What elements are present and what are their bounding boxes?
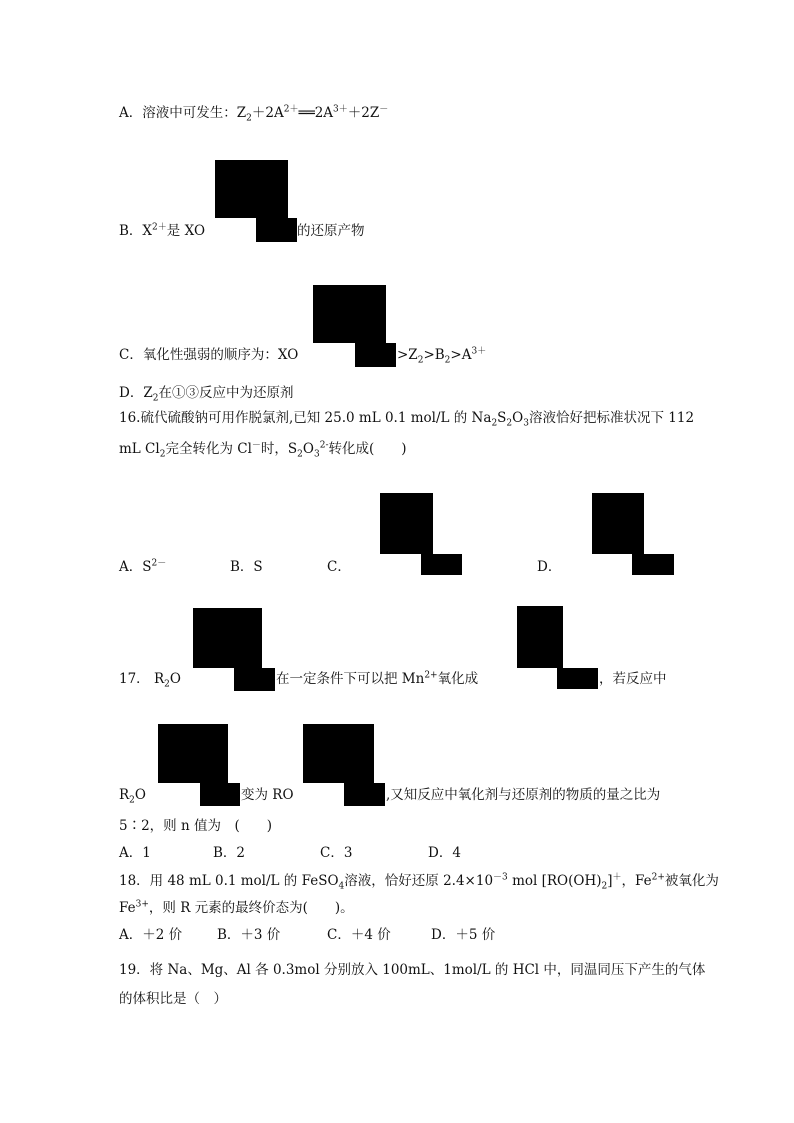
q15-option-a: A．溶液中可发生：$Z_2+2A^{2+}══2A^{3+}+2Z^-$: [119, 104, 389, 124]
redacted-formula-image: [158, 724, 228, 783]
redacted-formula-image: [592, 493, 644, 554]
redacted-formula-image: [344, 783, 385, 806]
redacted-formula-image: [355, 343, 396, 367]
q17-option-b: B．2: [213, 845, 246, 861]
q16-option-b: B．S: [230, 559, 263, 575]
redacted-formula-image: [256, 218, 297, 242]
q17-option-a: A．1: [119, 845, 151, 861]
redacted-formula-image: [380, 493, 433, 554]
redacted-formula-image: [421, 554, 462, 575]
q18-option-c: C．＋4 价: [327, 927, 391, 943]
q16-option-c: C．: [327, 559, 351, 575]
q18-option-b: B．＋3 价: [217, 927, 281, 943]
q16-option-a: A．$S^{2-}$: [119, 558, 167, 575]
q19-stem-line2: 的体积比是（ ）: [119, 991, 227, 1007]
q17-option-d: D．4: [428, 845, 461, 861]
redacted-formula-image: [632, 554, 674, 575]
q15-option-c: C．氧化性强弱的顺序为：XO: [119, 347, 299, 363]
q17-stem-line1-start: 17． $R_2O$: [119, 671, 181, 690]
q16-stem-line2: mL $Cl_2$完全转化为 Cl－时，$S_2O_3^{2-}$转化成( ): [119, 440, 407, 460]
redacted-formula-image: [303, 724, 374, 783]
q18-stem-line1: 18．用 48 mL 0.1 mol/L 的 FeSO$_4$溶液，恰好还原 $2.4\times 10^{-3}$ mol $[RO(OH)_2]^+$，$Fe^{2+}$被氧化为: [119, 872, 719, 892]
q17-stem-line1-mid: 在一定条件下可以把 $Mn^{2+}$氧化成: [276, 670, 479, 687]
redacted-formula-image: [193, 608, 262, 668]
redacted-formula-image: [215, 160, 288, 218]
q18-stem-line2: $Fe^{3+}$，则 R 元素的最终价态为( )。: [119, 899, 354, 916]
q17-stem-line2-end: ,又知反应中氧化剂与还原剂的物质的量之比为: [386, 787, 661, 803]
q15-option-d: D．$Z_2$在①③反应中为还原剂: [119, 385, 294, 404]
q19-stem-line1: 19．将 Na、Mg、Al 各 0.3mol 分别放入 100mL、1mol/L 的 HCl 中，同温同压下产生的气体: [119, 962, 706, 978]
q15-option-b: B．$X^{2+}$是 XO: [119, 222, 206, 239]
q17-stem-line1-end: ，若反应中: [599, 671, 667, 687]
q17-stem-line2-start: $R_2O$: [119, 787, 146, 806]
q16-option-d: D．: [537, 559, 562, 575]
q15-option-b-tail: 的还原产物: [297, 223, 365, 239]
redacted-formula-image: [517, 606, 563, 668]
redacted-formula-image: [200, 783, 240, 806]
q18-option-d: D．＋5 价: [431, 927, 496, 943]
q16-stem-line1: 16.硫代硫酸钠可用作脱氯剂,已知 25.0 mL 0.1 mol/L 的 $Na_2S_2O_3$溶液恰好把标准状况下 112: [119, 410, 695, 429]
redacted-formula-image: [557, 668, 598, 689]
q17-option-c: C．3: [320, 845, 353, 861]
redacted-formula-image: [234, 668, 275, 691]
q17-stem-line3: 5∶2，则 n 值为 ( ): [119, 818, 272, 834]
q15-option-c-tail: $>Z_2>B_2>A^{3+}$: [397, 346, 487, 366]
q17-stem-line2-mid: 变为 RO: [241, 787, 294, 803]
redacted-formula-image: [313, 285, 386, 343]
q18-option-a: A．＋2 价: [119, 927, 183, 943]
